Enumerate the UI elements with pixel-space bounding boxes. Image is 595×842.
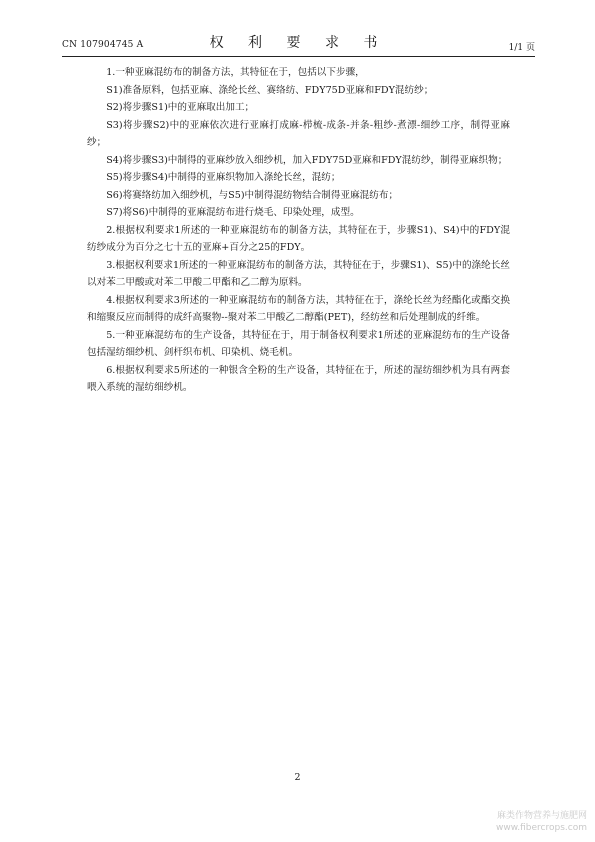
claim-3: 3.根据权利要求1所述的一种亚麻混纺布的制备方法，其特征在于，步骤S1)、S5)中的涤纶长丝以对苯二甲酸或对苯二甲酸二甲酯和乙二醇为原料。 xyxy=(87,259,510,288)
page-reference: 1/1 页 xyxy=(508,43,535,53)
claim-1-step-s6: S6)将赛络纺加入细纱机，与S5)中制得混纺物结合制得亚麻混纺布； xyxy=(106,189,399,201)
page-number: 2 xyxy=(294,772,301,783)
site-watermark xyxy=(496,810,587,834)
claim-1-step-s7: S7)将S6)中制得的亚麻混纺布进行烧毛、印染处理，成型。 xyxy=(106,207,360,218)
watermark-site-name: 麻类作物营养与施肥网 xyxy=(496,811,587,821)
claim-1-step-s2: S2)将步骤S1)中的亚麻取出加工； xyxy=(106,102,255,113)
claim-1-step-s3: S3)将步骤S2)中的亚麻依次进行亚麻打成麻-栉梳-成条-并条-粗纱-煮漂-细纱工序，制得亚麻纱； xyxy=(87,119,510,148)
claim-2: 2.根据权利要求1所述的一种亚麻混纺布的制备方法，其特征在于，步骤S1)、S4)中的FDY混纺纱成分为百分之七十五的亚麻+百分之25的FDY。 xyxy=(87,224,510,253)
page-header xyxy=(62,32,535,56)
claim-5: 5.一种亚麻混纺布的生产设备，其特征在于，用于制备权利要求1所述的亚麻混纺布的生产设备包括湿纺细纱机、剑杆织布机、印染机、烧毛机。 xyxy=(87,329,510,358)
claim-4: 4.根据权利要求3所述的一种亚麻混纺布的制备方法，其特征在于，涤纶长丝为经酯化或酯交换和缩聚反应而制得的成纤高聚物--聚对苯二甲酸乙二醇酯(PET)，经纺丝和后处理制成的纤维。 xyxy=(87,294,510,323)
claim-1-intro: 1.一种亚麻混纺布的制备方法，其特征在于，包括以下步骤， xyxy=(106,67,365,78)
watermark-url: www.fibercrops.com xyxy=(496,823,587,833)
claim-1-step-s1: S1)准备原料，包括亚麻、涤纶长丝、赛络纺、FDY75D亚麻和FDY混纺纱； xyxy=(106,84,434,96)
claim-6: 6.根据权利要求5所述的一种银含全粉的生产设备，其特征在于，所述的湿纺细纱机为具有两套喂入系统的湿纺细纱机。 xyxy=(87,364,510,393)
claim-1-step-s5: S5)将步骤S4)中制得的亚麻织物加入涤纶长丝，混纺； xyxy=(106,172,341,183)
header-divider xyxy=(62,56,535,57)
claims-body xyxy=(87,64,510,397)
claim-1-step-s4: S4)将步骤S3)中制得的亚麻纱放入细纱机，加入FDY75D亚麻和FDY混纺纱，制得亚麻织物； xyxy=(106,154,508,166)
patent-number: CN 107904745 A xyxy=(62,40,144,50)
document-title: 权 利 要 求 书 xyxy=(209,35,388,51)
